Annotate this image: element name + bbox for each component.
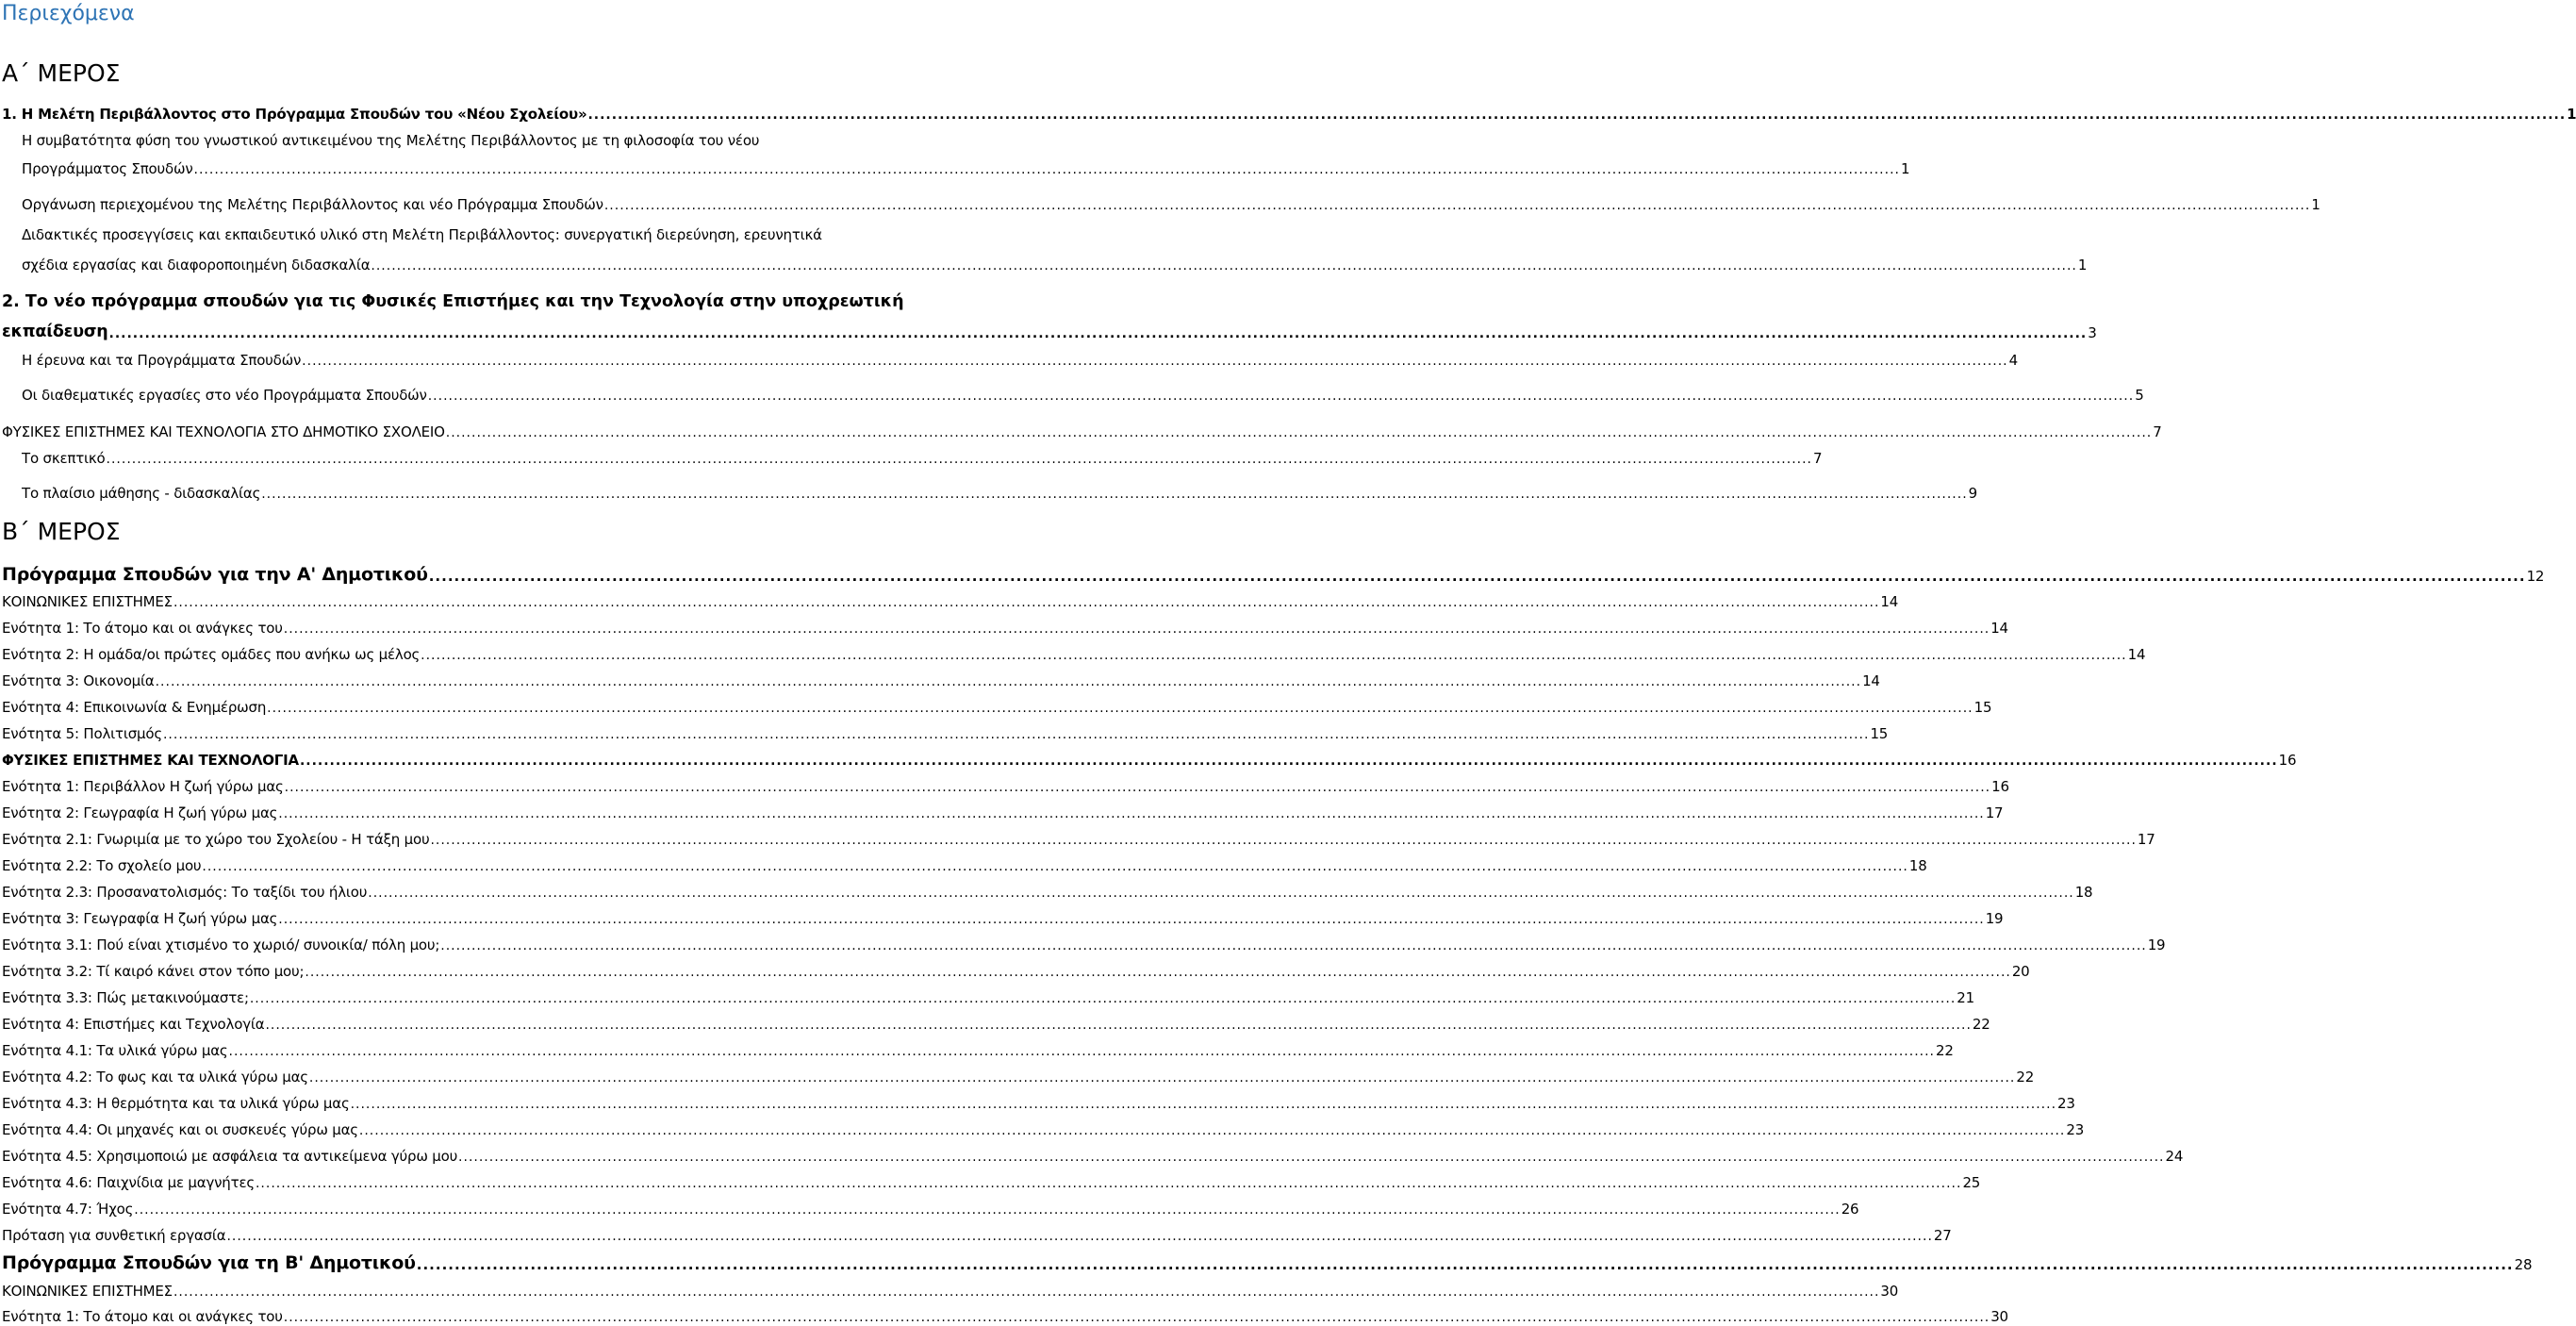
toc-entry[interactable] [2,588,1899,610]
toc-entry[interactable] [2,904,2004,927]
toc-entry-title: Ενότητα 2.2: Το σχολείο μου [2,857,202,874]
toc-leader-dots: ............................................................................................................................................................................................................................................................................................................................................ [350,1097,2057,1112]
toc-entry[interactable] [2,1169,1981,1191]
toc-entry-page: 30 [1990,1308,2008,1325]
toc-entry-title: Ενότητα 4.5: Χρησιμοποιώ με ασφάλεια τα αντικείμενα γύρω μου [2,1148,458,1165]
toc-entry-page: 18 [1908,857,1927,874]
toc-leader-dots: ............................................................................................................................................................................................................................................................................................................................................ [445,425,2153,440]
toc-entry-title: Ενότητα 5: Πολιτισμός [2,725,162,742]
toc-leader-dots: ............................................................................................................................................................................................................................................................................................................................................ [368,886,2074,901]
toc-entry-title: σχέδια εργασίας και διαφοροποιημένη διδασκαλία [22,257,371,273]
toc-entry[interactable] [2,693,1992,716]
toc-leader-dots: ............................................................................................................................................................................................................................................................................................................................................ [173,595,1880,610]
toc-entry-page: 7 [1813,450,1823,467]
toc-entry-title-line1[interactable]: Διδακτικές προσεγγίσεις και εκπαιδευτικό υλικό στη Μελέτη Περιβάλλοντος: συνεργατική διερεύνηση, ερευνητικά [22,226,822,243]
toc-entry-page: 25 [1962,1174,1981,1191]
toc-entry-page: 23 [2057,1095,2075,1112]
toc-leader-dots: ............................................................................................................................................................................................................................................................................................................................................ [106,452,1812,467]
toc-entry[interactable] [22,346,2018,369]
toc-entry-title: Ενότητα 1: Το άτομο και οι ανάγκες του [2,1308,283,1325]
toc-entry-title: Οργάνωση περιεχομένου της Μελέτης Περιβάλλοντος και νέο Πρόγραμμα Σπουδών [22,196,603,213]
part-a-heading: Α΄ ΜΕΡΟΣ [2,59,121,87]
toc-leader-dots: ............................................................................................................................................................................................................................................................................................................................................ [284,780,1991,795]
toc-entry-page: 21 [1957,989,1974,1006]
toc-entry-title: Πρόταση για συνθετική εργασία [2,1227,226,1244]
toc-entry[interactable] [2,614,2008,637]
toc-entry-title: Ενότητα 4: Επικοινωνία & Ενημέρωση [2,699,267,716]
toc-entry-title: Ενότητα 4.2: Το φως και τα υλικά γύρω μας [2,1069,308,1086]
toc-entry-page: 14 [1990,620,2008,637]
toc-entry[interactable] [22,251,2088,273]
toc-entry[interactable] [2,1010,1990,1033]
toc-entry[interactable] [2,720,1889,742]
toc-entry[interactable] [2,319,2097,341]
toc-leader-dots: ............................................................................................................................................................................................................................................................................................................................................ [283,1310,1990,1325]
toc-entry[interactable] [2,931,2166,953]
toc-entry-page: 14 [1862,672,1880,689]
toc-title: Περιεχόμενα [2,2,135,25]
toc-leader-dots: ............................................................................................................................................................................................................................................................................................................................................ [228,1044,1935,1059]
toc-entry-title: Ενότητα 4.6: Παιχνίδια με μαγνήτες [2,1174,255,1191]
part-b-heading: Β΄ ΜΕΡΟΣ [2,518,121,545]
toc-entry-title: Οι διαθεματικές εργασίες στο νέο Προγράμματα Σπουδών [22,387,427,404]
toc-entry-page: 14 [2127,646,2146,663]
toc-leader-dots: ............................................................................................................................................................................................................................................................................................................................................ [255,1176,1962,1191]
toc-entry-page: 16 [1991,778,2009,795]
toc-entry-page: 23 [2066,1121,2085,1138]
toc-leader-dots: ............................................................................................................................................................................................................................................................................................................................................ [155,674,1862,689]
toc-entry-page: 3 [2088,324,2097,341]
toc-entry-title: Ενότητα 4.4: Οι μηχανές και οι συσκευές γύρω μας [2,1121,358,1138]
toc-entry-title: Ενότητα 3: Γεωγραφία Η ζωή γύρω μας [2,910,278,927]
toc-entry-page: 7 [2153,423,2162,440]
toc-leader-dots: ............................................................................................................................................................................................................................................................................................................................................ [299,754,2278,769]
toc-entry[interactable] [2,1036,1954,1059]
toc-entry-title-line1[interactable]: Η συμβατότητα φύση του γνωστικού αντικειμένου της Μελέτης Περιβάλλοντος με τη φιλοσοφία του νέου [22,132,760,149]
toc-leader-dots: ............................................................................................................................................................................................................................................................................................................................................ [265,1018,1972,1033]
toc-entry-page: 15 [1973,699,1992,716]
toc-entry-title: Ενότητα 1: Το άτομο και οι ανάγκες του [2,620,283,637]
toc-entry[interactable] [2,799,2004,821]
toc-entry-title: 1. Η Μελέτη Περιβάλλοντος στο Πρόγραμμα Σπουδών του «Νέου Σχολείου» [2,106,587,123]
toc-entry-title: Ενότητα 3.1: Πού είναι χτισμένο το χωριό/ συνοικία/ πόλη μου; [2,936,440,953]
toc-leader-dots: ............................................................................................................................................................................................................................................................................................................................................ [162,727,1870,742]
toc-entry-title: Ενότητα 4.7: Ήχος [2,1201,134,1218]
toc-entry-title: Ενότητα 2.1: Γνωριμία με το χώρο του Σχολείου - Η τάξη μου [2,831,430,848]
toc-entry[interactable] [22,444,1823,467]
toc-entry[interactable] [2,1063,2035,1086]
toc-leader-dots: ............................................................................................................................................................................................................................................................................................................................................ [428,568,2526,585]
toc-leader-dots: ............................................................................................................................................................................................................................................................................................................................................ [134,1202,1841,1218]
toc-entry[interactable] [2,1247,2533,1273]
toc-entry-page: 22 [2016,1069,2035,1086]
toc-entry-page: 14 [1880,593,1899,610]
toc-entry-page: 1 [2077,257,2088,273]
toc-entry[interactable] [2,772,2009,795]
toc-entry-page: 24 [2165,1148,2184,1165]
toc-entry-page: 18 [2074,884,2093,901]
toc-leader-dots: ............................................................................................................................................................................................................................................................................................................................................ [430,833,2137,848]
toc-leader-dots: ............................................................................................................................................................................................................................................................................................................................................ [108,326,2088,341]
toc-entry[interactable] [2,1277,1899,1300]
toc-entry-title: Ενότητα 3: Οικονομία [2,672,155,689]
toc-entry-page: 17 [2137,831,2155,848]
toc-leader-dots: ............................................................................................................................................................................................................................................................................................................................................ [305,965,2011,980]
toc-entry-page: 12 [2526,568,2545,585]
toc-entry-title: Ενότητα 4: Επιστήμες και Τεχνολογία [2,1016,265,1033]
toc-entry[interactable] [2,558,2545,585]
toc-entry[interactable] [2,1116,2085,1138]
toc-entry-title: Ενότητα 2.3: Προσανατολισμός: Το ταξίδι του ήλιου [2,884,368,901]
toc-entry[interactable] [2,878,2093,901]
toc-entry-title: Πρόγραμμα Σπουδών για την Α' Δημοτικού [2,564,428,585]
toc-entry[interactable] [2,1221,1952,1244]
toc-entry[interactable] [2,667,1880,689]
toc-entry-title: Ενότητα 4.3: Η θερμότητα και τα υλικά γύρω μας [2,1095,350,1112]
toc-entry-page: 27 [1933,1227,1952,1244]
toc-leader-dots: ............................................................................................................................................................................................................................................................................................................................................ [416,1256,2514,1273]
toc-leader-dots: ............................................................................................................................................................................................................................................................................................................................................ [440,938,2147,953]
toc-entry[interactable] [2,984,1974,1006]
toc-entry-title: ΚΟΙΝΩΝΙΚΕΣ ΕΠΙΣΤΗΜΕΣ [2,1283,173,1300]
toc-leader-dots: ............................................................................................................................................................................................................................................................................................................................................ [193,162,1900,177]
toc-entry-page: 19 [1985,910,2004,927]
toc-leader-dots: ............................................................................................................................................................................................................................................................................................................................................ [603,198,2311,213]
toc-leader-dots: ............................................................................................................................................................................................................................................................................................................................................ [283,622,1990,637]
toc-entry-title: Η έρευνα και τα Προγράμματα Σπουδών [22,352,302,369]
toc-leader-dots: ............................................................................................................................................................................................................................................................................................................................................ [261,487,1968,502]
toc-entry-title: εκπαίδευση [2,323,108,341]
toc-leader-dots: ............................................................................................................................................................................................................................................................................................................................................ [302,354,2008,369]
toc-entry-page: 16 [2278,752,2297,769]
toc-entry-page: 1 [2311,196,2320,213]
toc-entry-title: Το πλαίσιο μάθησης - διδασκαλίας [22,485,261,502]
toc-leader-dots: ............................................................................................................................................................................................................................................................................................................................................ [278,806,1985,821]
toc-leader-dots: ............................................................................................................................................................................................................................................................................................................................................ [267,701,1973,716]
toc-leader-dots: ............................................................................................................................................................................................................................................................................................................................................ [202,859,1908,874]
toc-entry[interactable] [22,381,2144,404]
toc-entry-title: Ενότητα 4.1: Τα υλικά γύρω μας [2,1042,228,1059]
toc-entry[interactable] [2,852,1927,874]
toc-entry-title: Ενότητα 2: Γεωγραφία Η ζωή γύρω μας [2,804,278,821]
toc-entry[interactable] [2,825,2155,848]
toc-entry-title-line1[interactable]: 2. Το νέο πρόγραμμα σπουδών για τις Φυσικές Επιστήμες και την Τεχνολογία στην υποχρεωτική [2,292,904,311]
toc-entry-page: 1 [1900,160,1910,177]
toc-entry-page: 15 [1870,725,1889,742]
toc-leader-dots: ............................................................................................................................................................................................................................................................................................................................................ [587,108,2567,123]
toc-leader-dots: ............................................................................................................................................................................................................................................................................................................................................ [421,648,2127,663]
toc-entry[interactable] [2,1302,2008,1325]
toc-entry-title: Προγράμματος Σπουδών [22,160,193,177]
toc-entry-page: 5 [2135,387,2144,404]
toc-entry-page: 22 [1936,1042,1954,1059]
toc-entry-page: 19 [2147,936,2166,953]
toc-entry-title: ΦΥΣΙΚΕΣ ΕΠΙΣΤΗΜΕΣ ΚΑΙ ΤΕΧΝΟΛΟΓΙΑ ΣΤΟ ΔΗΜΟΤΙΚΟ ΣΧΟΛΕΙΟ [2,423,445,440]
toc-leader-dots: ............................................................................................................................................................................................................................................................................................................................................ [371,258,2077,273]
toc-entry-page: 22 [1972,1016,1990,1033]
toc-entry[interactable] [2,957,2030,980]
toc-entry-page: 28 [2514,1256,2533,1273]
toc-entry-title: Ενότητα 1: Περιβάλλον Η ζωή γύρω μας [2,778,284,795]
toc-leader-dots: ............................................................................................................................................................................................................................................................................................................................................ [226,1229,1933,1244]
toc-entry[interactable] [2,1195,1859,1218]
toc-entry[interactable] [2,1089,2075,1112]
toc-leader-dots: ............................................................................................................................................................................................................................................................................................................................................ [249,991,1957,1006]
toc-entry-page: 17 [1985,804,2004,821]
toc-leader-dots: ............................................................................................................................................................................................................................................................................................................................................ [278,912,1985,927]
toc-entry[interactable] [22,191,2320,213]
toc-entry-title: ΚΟΙΝΩΝΙΚΕΣ ΕΠΙΣΤΗΜΕΣ [2,593,173,610]
toc-entry[interactable] [2,746,2297,769]
toc-entry-title: Ενότητα 3.3: Πώς μετακινούμαστε; [2,989,249,1006]
toc-entry-page: 30 [1880,1283,1899,1300]
toc-leader-dots: ............................................................................................................................................................................................................................................................................................................................................ [427,389,2135,404]
toc-leader-dots: ............................................................................................................................................................................................................................................................................................................................................ [358,1123,2066,1138]
toc-entry[interactable] [22,155,1910,177]
toc-entry[interactable] [2,1142,2184,1165]
toc-entry[interactable] [22,479,1977,502]
toc-entry-page: 20 [2011,963,2030,980]
toc-entry[interactable] [2,640,2146,663]
toc-leader-dots: ............................................................................................................................................................................................................................................................................................................................................ [458,1150,2165,1165]
toc-entry-title: Ενότητα 2: Η ομάδα/οι πρώτες ομάδες που ανήκω ως μέλος [2,646,421,663]
toc-entry[interactable] [2,418,2162,440]
toc-leader-dots: ............................................................................................................................................................................................................................................................................................................................................ [173,1285,1880,1300]
toc-entry-page: 26 [1841,1201,1859,1218]
toc-entry-page: 9 [1968,485,1977,502]
toc-entry[interactable] [2,100,2576,123]
toc-entry-title: ΦΥΣΙΚΕΣ ΕΠΙΣΤΗΜΕΣ ΚΑΙ ΤΕΧΝΟΛΟΓΙΑ [2,752,299,769]
toc-entry-title: Ενότητα 3.2: Τί καιρό κάνει στον τόπο μου; [2,963,305,980]
toc-entry-page: 1 [2567,106,2576,123]
toc-leader-dots: ............................................................................................................................................................................................................................................................................................................................................ [308,1070,2016,1086]
toc-entry-title: Το σκεπτικό [22,450,106,467]
toc-entry-title: Πρόγραμμα Σπουδών για τη Β' Δημοτικού [2,1252,416,1273]
toc-entry-page: 4 [2008,352,2018,369]
